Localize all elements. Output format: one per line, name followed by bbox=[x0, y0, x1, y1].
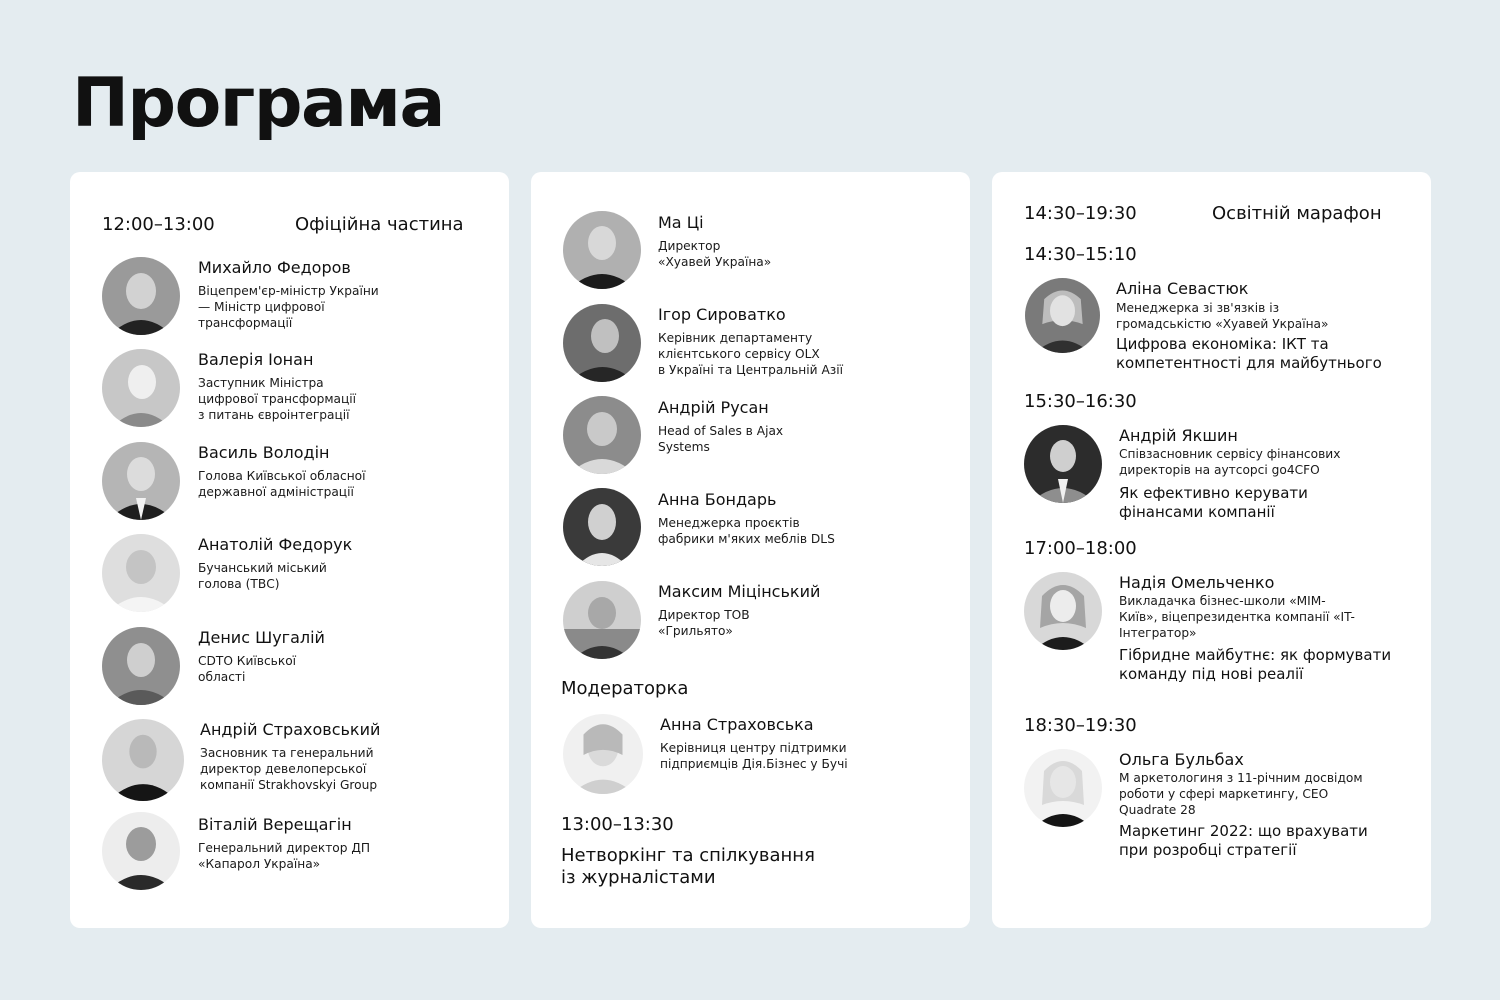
speaker-role: Директор ТОВ «Грильято» bbox=[658, 608, 750, 638]
speaker-role: Голова Київської обласної державної адміністрації bbox=[198, 469, 366, 499]
speaker-photo bbox=[102, 257, 180, 335]
speaker-photo bbox=[102, 442, 180, 520]
networking-time: 13:00–13:30 bbox=[561, 814, 674, 835]
speaker-name: Ольга Бульбах bbox=[1119, 750, 1244, 769]
moderator-role: Керівниця центру підтримки підприємців Дія.Бізнес у Бучі bbox=[660, 741, 848, 771]
speaker-name: Ма Ці bbox=[658, 213, 704, 232]
session-time: 15:30–16:30 bbox=[1024, 391, 1137, 412]
networking-text: Нетворкінг та спілкування із журналістами bbox=[561, 845, 815, 888]
official-part-card bbox=[70, 172, 509, 928]
session-time: 14:30–15:10 bbox=[1024, 244, 1137, 265]
speaker-photo bbox=[1024, 749, 1102, 827]
session-topic: Цифрова економіка: ІКТ та компетентності для майбутнього bbox=[1116, 335, 1382, 372]
speaker-role: Менеджерка проєктів фабрики м'яких меблів DLS bbox=[658, 516, 835, 546]
moderator-heading: Модераторка bbox=[561, 678, 689, 699]
speaker-photo bbox=[563, 581, 641, 659]
session-time: 18:30–19:30 bbox=[1024, 715, 1137, 736]
speaker-photo bbox=[563, 396, 641, 474]
session-topic: Маркетинг 2022: що врахувати при розробці стратегії bbox=[1119, 822, 1368, 859]
speaker-role: Співзасновник сервісу фінансових директорів на аутсорсі go4CFO bbox=[1119, 447, 1341, 477]
speaker-role: Менеджерка зі зв'язків із громадськістю «Хуавей Україна» bbox=[1116, 301, 1329, 331]
speaker-name: Андрій Якшин bbox=[1119, 426, 1238, 445]
speaker-role: Директор «Хуавей Україна» bbox=[658, 239, 772, 269]
speaker-role: Викладачка бізнес-школи «МІМ- Київ», віцепрезидентка компанії «IT- Інтегратор» bbox=[1119, 594, 1355, 640]
speaker-role: Head of Sales в Ajax Systems bbox=[658, 424, 784, 454]
moderator-name: Анна Страховська bbox=[660, 715, 814, 734]
speaker-role: Керівник департаменту клієнтського сервісу OLX в Україні та Центральній Азії bbox=[658, 331, 844, 377]
speaker-role: CDTO Київської області bbox=[198, 654, 297, 684]
speaker-photo bbox=[102, 627, 180, 705]
speaker-photo bbox=[102, 812, 180, 890]
speaker-name: Андрій Русан bbox=[658, 398, 769, 417]
page-title: Програма bbox=[72, 64, 444, 143]
speaker-photo bbox=[1024, 572, 1102, 650]
speaker-name: Анатолій Федорук bbox=[198, 535, 353, 554]
speaker-photo bbox=[563, 211, 641, 289]
moderator-photo bbox=[563, 714, 643, 794]
speaker-name: Василь Володін bbox=[198, 443, 330, 462]
speaker-photo bbox=[1024, 425, 1102, 503]
speakers-card bbox=[531, 172, 970, 928]
speaker-name: Андрій Страховський bbox=[200, 720, 381, 739]
speaker-role: М аркетологиня з 11-річним досвідом роботи у сфері маркетингу, CEO Quadrate 28 bbox=[1119, 771, 1363, 817]
speaker-photo bbox=[1025, 278, 1100, 353]
marathon-heading: Освітній марафон bbox=[1212, 203, 1382, 224]
speaker-photo bbox=[102, 534, 180, 612]
speaker-photo bbox=[102, 719, 184, 801]
speaker-name: Денис Шугалій bbox=[198, 628, 325, 647]
speaker-name: Валерія Іонан bbox=[198, 350, 314, 369]
speaker-name: Михайло Федоров bbox=[198, 258, 351, 277]
speaker-photo bbox=[563, 488, 641, 566]
speaker-name: Анна Бондарь bbox=[658, 490, 777, 509]
official-heading: Офіційна частина bbox=[295, 214, 464, 235]
speaker-role: Бучанський міський голова (ТВС) bbox=[198, 561, 327, 591]
marathon-time: 14:30–19:30 bbox=[1024, 203, 1137, 224]
speaker-role: Генеральний директор ДП «Капарол Україна» bbox=[198, 841, 371, 871]
education-marathon-card bbox=[992, 172, 1431, 928]
session-topic: Як ефективно керувати фінансами компанії bbox=[1119, 484, 1308, 521]
session-time: 17:00–18:00 bbox=[1024, 538, 1137, 559]
session-topic: Гібридне майбутнє: як формувати команду під нові реалії bbox=[1119, 646, 1392, 683]
speaker-role: Віцепрем'єр-міністр України — Міністр цифрової трансформації bbox=[198, 284, 379, 330]
speaker-name: Ігор Сироватко bbox=[658, 305, 786, 324]
speaker-role: Заступник Міністра цифрової трансформації з питань євроінтеграції bbox=[198, 376, 357, 422]
speaker-photo bbox=[102, 349, 180, 427]
speaker-name: Аліна Севастюк bbox=[1116, 279, 1249, 298]
speaker-photo bbox=[563, 304, 641, 382]
speaker-role: Засновник та генеральний директор девелоперської компанії Strakhovskyi Group bbox=[200, 746, 378, 792]
official-time: 12:00–13:00 bbox=[102, 214, 215, 235]
speaker-name: Максим Міцінський bbox=[658, 582, 821, 601]
speaker-name: Надія Омельченко bbox=[1119, 573, 1275, 592]
speaker-name: Віталій Верещагін bbox=[198, 815, 352, 834]
